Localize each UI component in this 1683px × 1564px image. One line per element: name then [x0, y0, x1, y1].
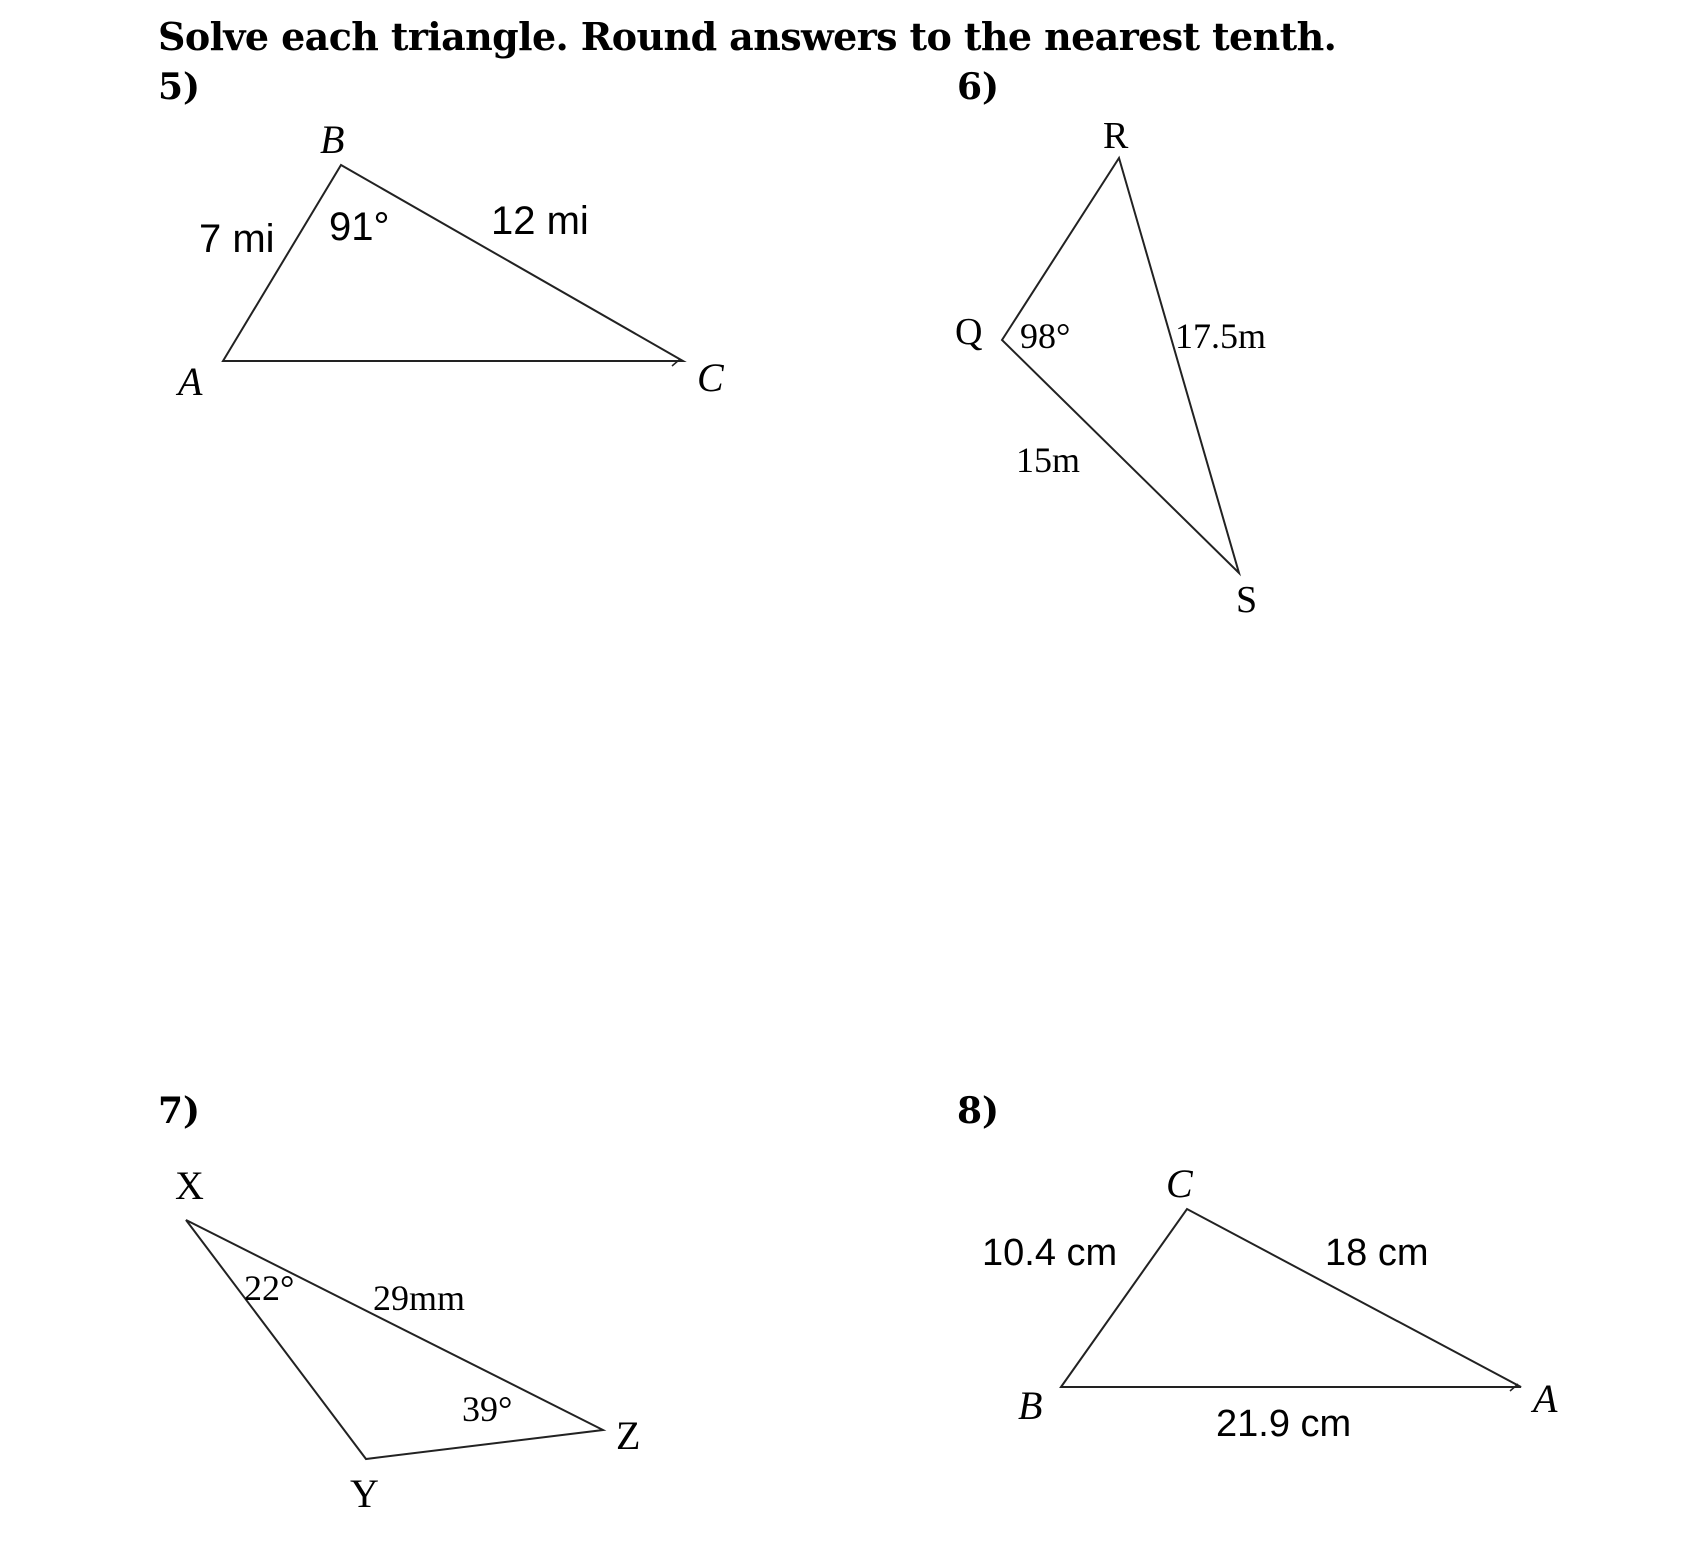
side-label-ba: 21.9 cm — [1216, 1403, 1352, 1445]
vertex-label-c: C — [1166, 1161, 1193, 1206]
side-label-ab: 7 mi — [199, 217, 275, 261]
instructions-heading: Solve each triangle. Round answers to the nearest tenth. — [158, 14, 1337, 59]
angle-label-q: 98° — [1020, 316, 1071, 356]
side-label-xz: 29mm — [373, 1278, 466, 1318]
vertex-label-c: C — [697, 355, 724, 400]
vertex-label-z: Z — [616, 1413, 641, 1458]
vertex-label-b: B — [320, 117, 345, 162]
vertex-label-s: S — [1236, 579, 1258, 621]
problem-5-number: 5) — [158, 66, 201, 108]
triangle-abc — [223, 165, 683, 361]
angle-label-z: 39° — [462, 1389, 513, 1429]
angle-label-x: 22° — [244, 1268, 295, 1308]
side-label-rs: 17.5m — [1175, 316, 1267, 356]
vertex-label-q: Q — [955, 311, 983, 353]
angle-label-b: 91° — [329, 205, 390, 249]
problem-8-figure — [982, 1161, 1558, 1445]
triangle-cba — [1061, 1209, 1521, 1387]
side-label-bc: 10.4 cm — [982, 1232, 1118, 1274]
side-label-ca: 18 cm — [1325, 1232, 1429, 1274]
problem-7-number: 7) — [158, 1090, 201, 1132]
vertex-label-b: B — [1018, 1383, 1043, 1428]
problem-6-figure — [955, 115, 1266, 621]
problem-7-figure — [175, 1163, 640, 1516]
problem-5-figure — [175, 117, 725, 404]
problem-6-number: 6) — [957, 66, 1000, 108]
side-label-bc: 12 mi — [491, 199, 589, 243]
vertex-label-x: X — [175, 1163, 204, 1208]
vertex-label-y: Y — [350, 1471, 379, 1516]
vertex-label-a: A — [1533, 1376, 1558, 1421]
triangle-qrs — [1002, 158, 1239, 573]
vertex-label-r: R — [1103, 115, 1129, 157]
triangle-xyz — [186, 1220, 603, 1459]
vertex-label-a: A — [178, 359, 203, 404]
problem-8-number: 8) — [957, 1090, 1000, 1132]
side-label-qs: 15m — [1016, 440, 1081, 480]
